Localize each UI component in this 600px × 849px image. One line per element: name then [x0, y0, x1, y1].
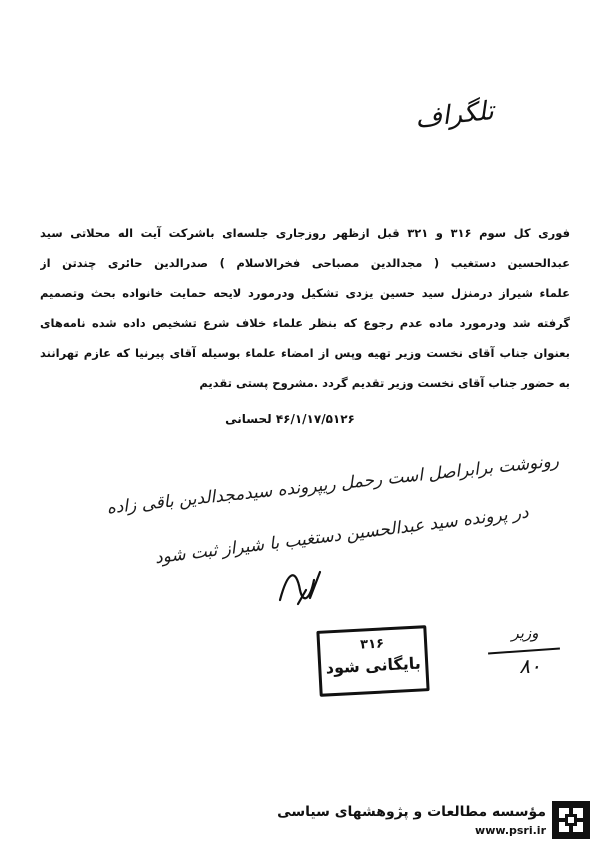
- reference-code: ۴۶/۱/۱۷/۵۱۲۶ لحسانی: [225, 412, 355, 426]
- telegram-body: [40, 218, 570, 398]
- footer-watermark: [277, 801, 596, 841]
- document-heading: تلگراف: [413, 95, 496, 135]
- body-line: گرفته شد ودرمورد ماده عدم رجوع که بنظر علماء خلاف شرع تشخیص داده شده نامه‌های: [40, 316, 570, 330]
- body-line: عبدالحسین دستغیب ( مجدالدین مصباحی فخرالاسلام ) صدرالدین حائری چندتن از: [40, 256, 570, 270]
- margin-note-number: ۸۰: [519, 654, 541, 678]
- body-line: فوری کل سوم ۳۱۶ و ۳۲۱ قبل ازظهر روزجاری جلسه‌ای باشرکت آیت اله محلاتی سید: [40, 226, 570, 240]
- institution-name: مؤسسه مطالعات و پژوهشهای سیاسی: [277, 804, 546, 820]
- institute-logo-icon: [552, 801, 590, 839]
- body-line: علماء شیراز درمنزل سید حسین یزدی تشکیل ودرمورد لایحه حمایت خانواده بحث وتصمیم: [40, 286, 570, 300]
- signature-mark: [270, 560, 330, 610]
- handwritten-note: رونوشت برابراصل است رحمل ریپرونده سیدمجدالدین باقی زاده: [105, 451, 560, 519]
- stamp-text: بایگانی شود: [325, 653, 422, 678]
- body-line: به حضور جناب آقای نخست وزیر تقدیم گردد .مشروح پستی تقدیم: [199, 376, 570, 390]
- stamp-number: ۳۱۶: [359, 636, 385, 653]
- archive-stamp: [316, 625, 429, 697]
- margin-note-label: وزیر: [511, 624, 539, 642]
- institution-url[interactable]: www.psri.ir: [475, 824, 546, 837]
- body-line: بعنوان جناب آقای نخست وزیر تهیه وپس از امضاء علماء بوسیله آقای پیرنیا که عازم تهرانند: [40, 346, 570, 360]
- handwritten-note: در پرونده سید عبدالحسین دستغیب با شیراز ثبت شود: [153, 502, 530, 569]
